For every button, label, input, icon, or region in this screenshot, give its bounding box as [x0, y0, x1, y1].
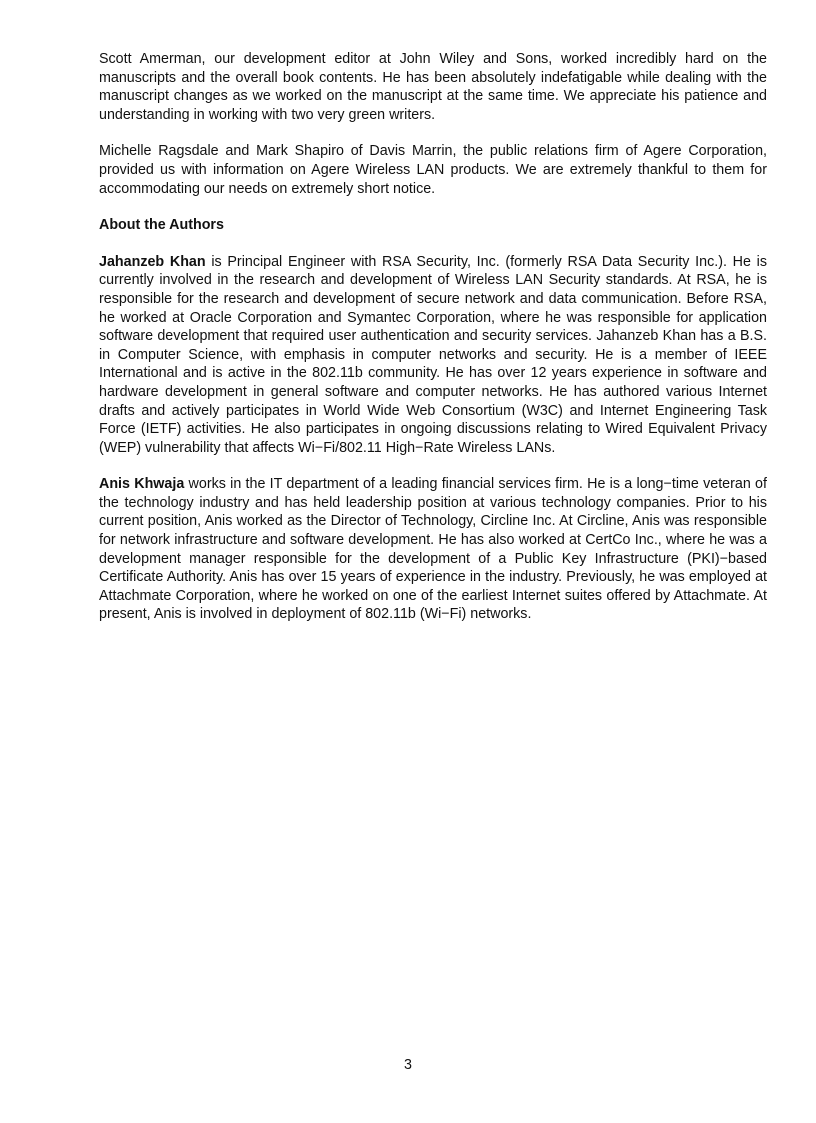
author-bio-text-khan: is Principal Engineer with RSA Security, Inc. (formerly RSA Data Security Inc.). He is currently involved in the research and development of Wireless LAN Security standards. At RSA, he is responsible for the research and development of secure network and data communication. Before RSA, he worked at Oracle Corporation and Symantec Corporation, where he was responsible for application software development that required user authentication and security services. Jahanzeb Khan has a B.S. in Computer Science, with emphasis in computer networks and security. He is a member of IEEE International and is active in the 802.11b community. He has over 12 years experience in software and hardware development in general software and computer networks. He has authored various Internet drafts and actively participates in World Wide Web Consortium (W3C) and Internet Engineering Task Force (IETF) activities. He also participates in ongoing discussions relating to Wired Equivalent Privacy (WEP) vulnerability that affects Wi−Fi/802.11 High−Rate Wireless LANs. — [99, 253, 767, 456]
author-name-khan: Jahanzeb Khan — [99, 253, 206, 270]
section-heading-about-authors: About the Authors — [99, 217, 224, 234]
acknowledgment-paragraph-pr-firm: Michelle Ragsdale and Mark Shapiro of Davis Marrin, the public relations firm of Agere Corporation, provided us with information on Agere Wireless LAN products. We are extremely thankful to them for accommodating our needs on extremely short notice. — [99, 143, 767, 197]
author-bio-khwaja — [99, 475, 767, 624]
author-bio-khan — [99, 253, 767, 458]
author-bio-text-khwaja: works in the IT department of a leading financial services firm. He is a long−time veteran of the technology industry and has held leadership position at various technology companies. Prior to his current position, Anis worked as the Director of Technology, Circline Inc. At Circline, Anis was responsible for network infrastructure and software development. He has also worked at CertCo Inc., where he was a development manager responsible for the development of a Public Key Infrastructure (PKI)−based Certificate Authority. Anis has over 15 years of experience in the industry. Previously, he was employed at Attachmate Corporation, where he worked on one of the earliest Internet suites offered by Attachmate. At present, Anis is involved in deployment of 802.11b (Wi−Fi) networks. — [99, 476, 767, 623]
acknowledgment-paragraph-editor: Scott Amerman, our development editor at John Wiley and Sons, worked incredibly hard on the manuscripts and the overall book contents. He has been absolutely indefatigable while dealing with the manuscript changes as we worked on the manuscript at the same time. We appreciate his patience and understanding in working with two very green writers. — [99, 51, 767, 123]
page-body — [99, 50, 767, 642]
author-name-khwaja: Anis Khwaja — [99, 476, 185, 493]
page-number: 3 — [404, 1057, 412, 1073]
